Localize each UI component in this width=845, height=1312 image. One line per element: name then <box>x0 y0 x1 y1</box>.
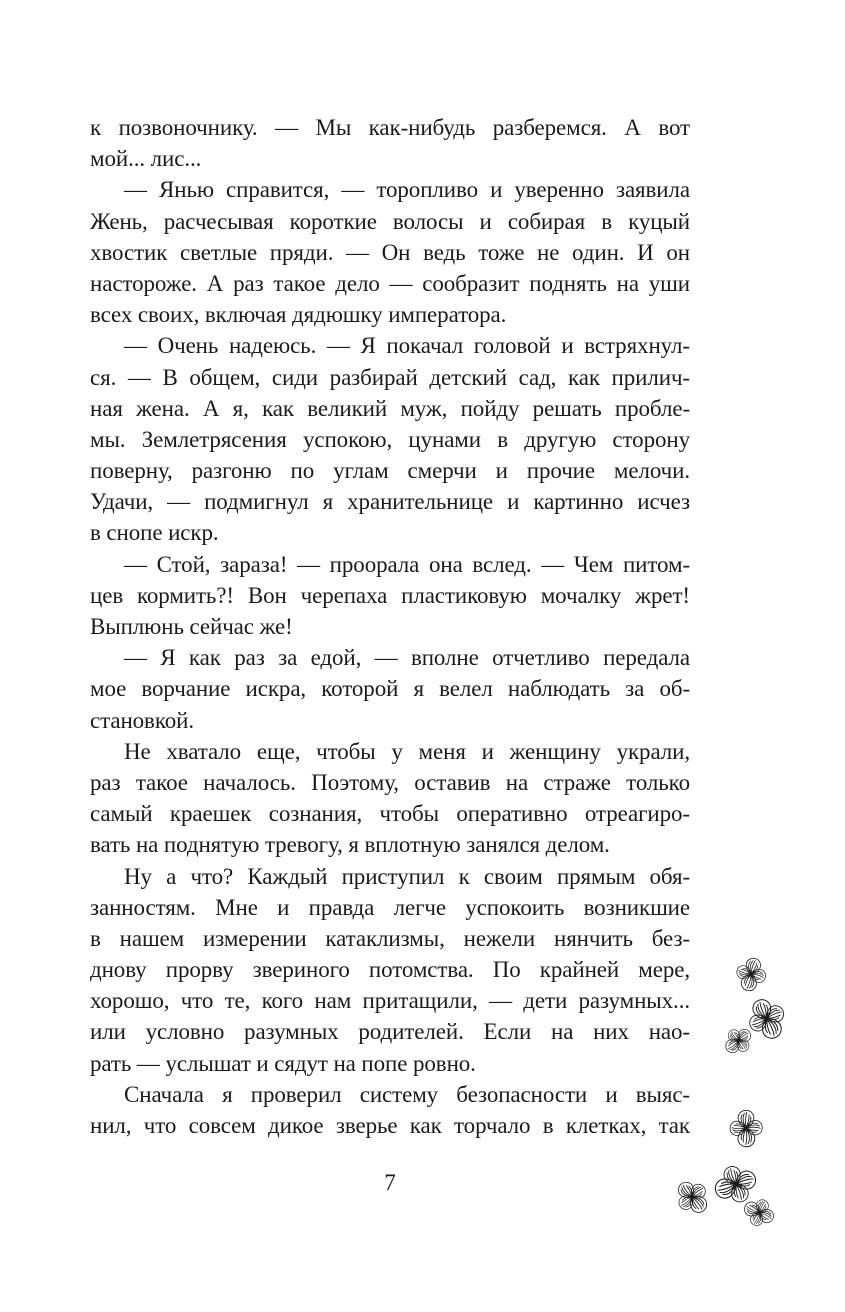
text-line: — Стой, зараза! — проорала она вслед. — Чем питом- <box>124 551 690 577</box>
paragraph <box>90 174 690 330</box>
text-line: хорошо, что те, кого нам притащили, — дети разумных... <box>90 988 690 1014</box>
flower-doodle-icon <box>732 955 770 993</box>
text-line: цев кормить?! Вон черепаха пластиковую мочалку жрет! <box>90 582 690 608</box>
paragraph <box>90 330 690 548</box>
text-line: Выплюнь сейчас же! <box>90 614 293 639</box>
text-line: к позвоночнику. — Мы как-нибудь разберемся. А вот <box>90 115 690 140</box>
text-line: днову прорву звериного потомства. По крайней мере, <box>90 957 690 983</box>
text-line: — Янью справится, — торопливо и уверенно заявила <box>124 177 690 203</box>
text-line: Ну а что? Каждый приступил к своим прямым обя- <box>124 863 690 889</box>
text-line: Сначала я проверил систему безопасности и выяс- <box>124 1081 690 1107</box>
text-line: в снопе искр. <box>90 520 219 546</box>
flower-doodle-icon <box>672 1177 712 1217</box>
text-line: в нашем измерении катаклизмы, нежели нянчить без- <box>90 925 690 951</box>
text-line: раз такое началось. Поэтому, оставив на страже только <box>90 769 690 795</box>
text-line: Удачи, — подмигнул я хранительнице и картинно исчез <box>90 489 690 515</box>
paragraph <box>90 736 690 861</box>
text-line: — Очень надеюсь. — Я покачал головой и встряхнул- <box>124 333 690 359</box>
flower-doodle-icon <box>742 1195 777 1230</box>
text-line: вать на поднятую тревогу, я вплотную занялся делом. <box>90 832 610 858</box>
text-line: ся. — В общем, сиди разбирай детский сад, как прилич- <box>90 364 690 390</box>
text-line: занностям. Мне и правда легче успокоить возникшие <box>90 894 690 920</box>
text-line: рать — услышат и сядут на попе ровно. <box>90 1050 476 1076</box>
text-line: мой... лис... <box>90 146 202 172</box>
paragraph <box>90 1079 690 1141</box>
page-number: 7 <box>384 1170 396 1195</box>
text-line: становкой. <box>90 707 194 733</box>
text-line: нил, что совсем дикое зверье как торчало в клетках, так <box>90 1113 690 1138</box>
paragraph <box>90 549 690 643</box>
flower-doodle-icon <box>725 1107 767 1149</box>
text-line: мое ворчание искра, которой я велел наблюдать за об- <box>90 676 690 702</box>
body-text <box>90 112 690 1141</box>
paragraph <box>90 642 690 736</box>
text-line: мы. Землетрясения успокою, цунами в другую сторону <box>90 426 690 452</box>
text-line: — Я как раз за едой, — вполне отчетливо передала <box>124 645 690 671</box>
text-line: поверну, разгоню по углам смерчи и прочие мелочи. <box>90 458 690 484</box>
paragraph <box>90 861 690 1079</box>
text-line: хвостик светлые пряди. — Он ведь тоже не один. И он <box>90 239 690 265</box>
text-line: ная жена. А я, как великий муж, пойду решать пробле- <box>90 395 690 421</box>
text-line: самый краешек сознания, чтобы оперативно отреагиро- <box>90 801 690 827</box>
text-line: всех своих, включая дядюшку императора. <box>90 302 507 328</box>
text-line: настороже. А раз такое дело — сообразит поднять на уши <box>90 270 690 296</box>
paragraph <box>90 112 690 174</box>
text-line: Жень, расчесывая короткие волосы и собирая в куцый <box>90 208 690 234</box>
flower-doodle-icon <box>722 1024 755 1057</box>
text-line: Не хватало еще, чтобы у меня и женщину украли, <box>124 738 690 764</box>
text-line: или условно разумных родителей. Если на них нао- <box>90 1019 690 1045</box>
